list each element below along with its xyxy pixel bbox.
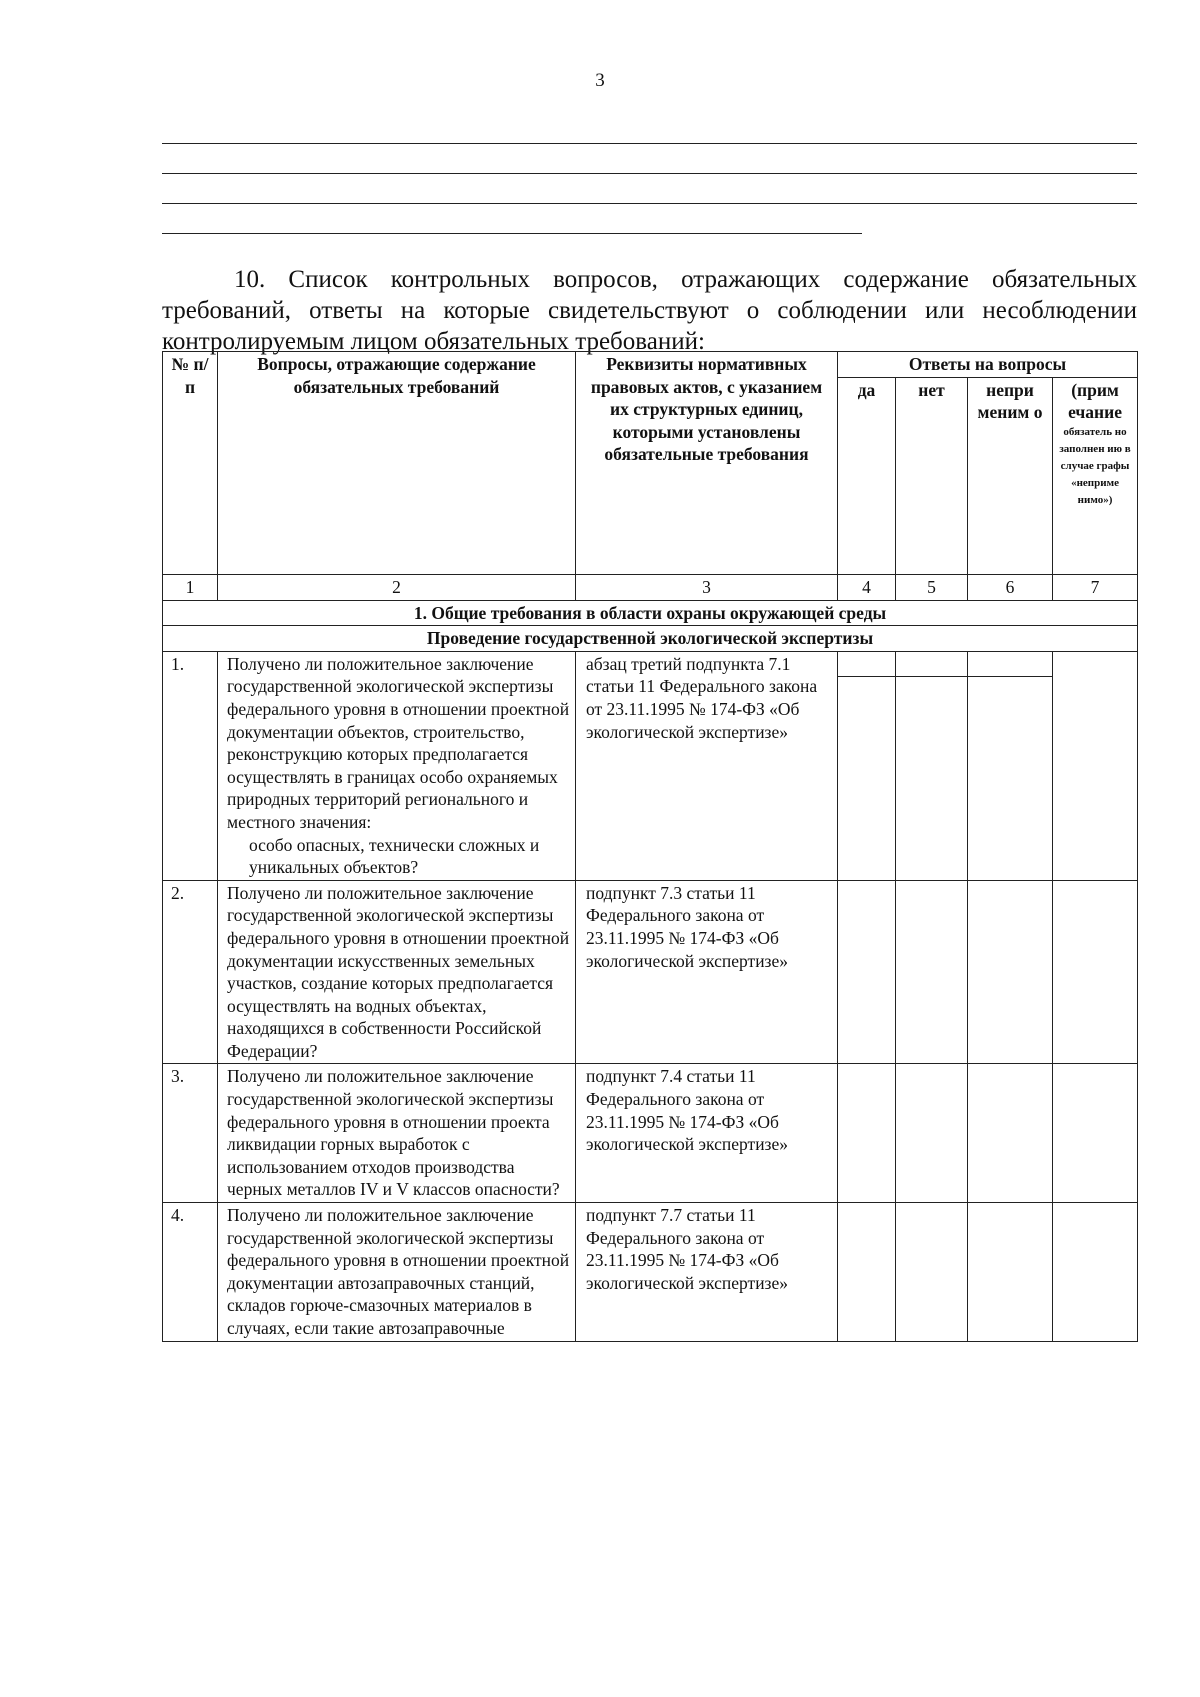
header-reference: Реквизиты нормативных правовых актов, с указанием их структурных единиц, которыми установлены обязательные требования [576,352,838,575]
row-number: 4. [163,1203,218,1342]
header-note-small: обязатель но заполнен ию в случае графы «неприме нимо») [1059,425,1131,506]
answer-no-cell[interactable] [896,880,968,1064]
header-not-applicable: непри меним о [968,377,1053,574]
table-row [163,1064,1138,1203]
column-number: 3 [576,575,838,601]
header-yes: да [838,377,896,574]
table-row [163,651,1138,880]
answer-na-cell[interactable] [968,880,1053,1064]
header-answers-group: Ответы на вопросы [838,352,1138,378]
row-question: Получено ли положительное заключение государственной экологической экспертизы федерального уровня в отношении проектной документации искусственных земельных участков, создание которых предполагается осуществлять на водных объектах, находящихся в собственности Российской Федерации? [218,880,576,1064]
row-reference: абзац третий подпункта 7.1 статьи 11 Федерального закона от 23.11.1995 № 174-ФЗ «Об экологической экспертизе» [576,651,838,880]
column-number: 6 [968,575,1053,601]
answer-note-cell[interactable] [1053,1203,1138,1342]
answer-yes-cell[interactable] [838,1064,896,1203]
answer-yes-cell[interactable] [838,1203,896,1342]
blank-line-4 [162,233,862,234]
column-number: 7 [1053,575,1138,601]
column-number: 4 [838,575,896,601]
subsection-title: Проведение государственной экологической экспертизы [163,626,1138,652]
answer-yes-cell[interactable] [838,651,896,880]
row-reference: подпункт 7.4 статьи 11 Федерального закона от 23.11.1995 № 174-ФЗ «Об экологической экспертизе» [576,1064,838,1203]
header-no: нет [896,377,968,574]
answer-no-cell[interactable] [896,651,968,880]
section-heading: 10. Список контрольных вопросов, отражающих содержание обязательных требований, ответы на которые свидетельствуют о соблюдении или несоблюдении контролируемым лицом обязательных требований: [162,266,1137,355]
section-title-row [163,600,1138,626]
header-question: Вопросы, отражающие содержание обязательных требований [218,352,576,575]
row-question: Получено ли положительное заключение государственной экологической экспертизы федерального уровня в отношении проектной документации автозаправочных станций, складов горюче-смазочных материалов в случаях, если такие автозаправочные [218,1203,576,1342]
answer-na-cell[interactable] [968,651,1053,880]
row-question: Получено ли положительное заключение государственной экологической экспертизы федерального уровня в отношении проекта ликвидации горных выработок с использованием отходов производства черных металлов IV и V классов опасности? [218,1064,576,1203]
answer-na-cell[interactable] [968,1064,1053,1203]
row-question-extra: особо опасных, технически сложных и уникальных объектов? [249,834,540,878]
table-row [163,1203,1138,1342]
answer-yes-cell[interactable] [838,880,896,1064]
row-question [218,651,576,880]
column-number: 1 [163,575,218,601]
answer-note-cell[interactable] [1053,1064,1138,1203]
blank-line-3 [162,203,1137,204]
column-number: 2 [218,575,576,601]
page-number: 3 [595,70,605,91]
checklist-table [162,351,1138,1342]
subsection-title-row [163,626,1138,652]
row-number: 1. [163,651,218,880]
header-note [1053,377,1138,574]
column-number: 5 [896,575,968,601]
answer-note-cell[interactable] [1053,651,1138,880]
row-question-text: Получено ли положительное заключение государственной экологической экспертизы федерального уровня в отношении проектной документации объектов, строительство, реконструкцию которых предполагается осуществлять в границах особо охраняемых природных территорий регионального и местного значения: [227,653,570,832]
answer-na-cell[interactable] [968,1203,1053,1342]
row-reference: подпункт 7.3 статьи 11 Федерального закона от 23.11.1995 № 174-ФЗ «Об экологической экспертизе» [576,880,838,1064]
header-num: № п/п [163,352,218,575]
row-number: 3. [163,1064,218,1203]
header-note-main: (прим ечание [1068,379,1122,423]
section-title: 1. Общие требования в области охраны окружающей среды [163,600,1138,626]
blank-line-1 [162,143,1137,144]
blank-line-2 [162,173,1137,174]
table-row [163,880,1138,1064]
row-reference: подпункт 7.7 статьи 11 Федерального закона от 23.11.1995 № 174-ФЗ «Об экологической экспертизе» [576,1203,838,1342]
column-numbers-row [163,575,1138,601]
answer-note-cell[interactable] [1053,880,1138,1064]
answer-no-cell[interactable] [896,1064,968,1203]
row-number: 2. [163,880,218,1064]
answer-no-cell[interactable] [896,1203,968,1342]
